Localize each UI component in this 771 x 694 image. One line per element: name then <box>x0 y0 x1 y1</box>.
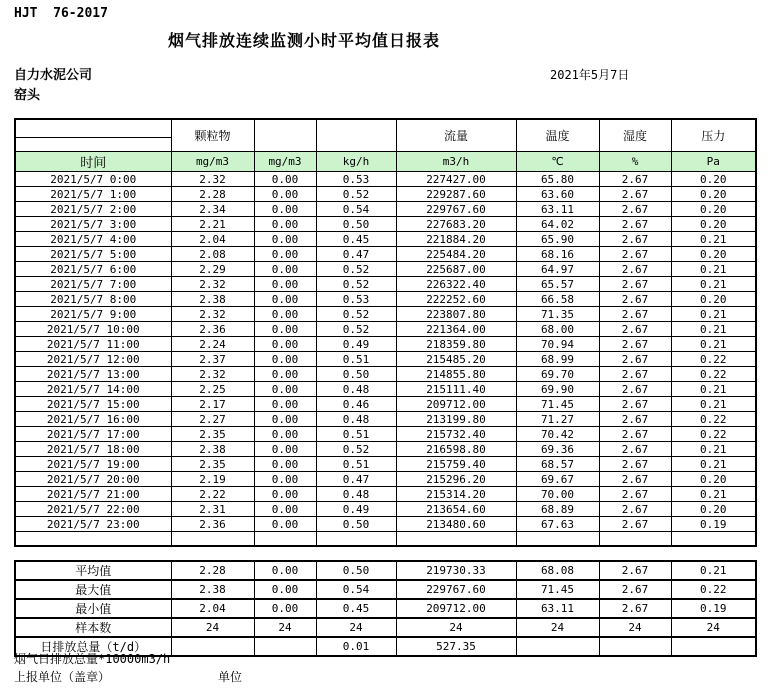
value-cell: 215314.20 <box>396 487 516 502</box>
value-cell: 71.27 <box>516 412 599 427</box>
value-cell: 65.80 <box>516 172 599 187</box>
value-cell: 0.52 <box>316 277 396 292</box>
value-cell: 0.47 <box>316 472 396 487</box>
time-cell: 2021/5/7 9:00 <box>15 307 171 322</box>
value-cell: 0.49 <box>316 502 396 517</box>
value-cell: 2.31 <box>171 502 254 517</box>
value-cell <box>671 637 756 656</box>
value-cell: 0.20 <box>671 202 756 217</box>
value-cell: 64.02 <box>516 217 599 232</box>
value-cell: 2.67 <box>599 307 671 322</box>
value-cell: 0.00 <box>254 561 316 580</box>
value-cell: 0.21 <box>671 322 756 337</box>
value-cell: 229287.60 <box>396 187 516 202</box>
value-cell: 70.00 <box>516 487 599 502</box>
table-row <box>15 442 756 457</box>
table-row <box>15 337 756 352</box>
time-cell: 2021/5/7 19:00 <box>15 457 171 472</box>
value-cell: 24 <box>254 618 316 637</box>
value-cell: 2.32 <box>171 172 254 187</box>
value-cell: 0.50 <box>316 367 396 382</box>
col-header-humidity: 湿度 <box>599 119 671 152</box>
value-cell: 2.67 <box>599 502 671 517</box>
value-cell: 69.36 <box>516 442 599 457</box>
value-cell: 0.00 <box>254 262 316 277</box>
time-cell: 2021/5/7 22:00 <box>15 502 171 517</box>
value-cell: 0.00 <box>254 172 316 187</box>
value-cell: 65.90 <box>516 232 599 247</box>
value-cell: 2.67 <box>599 292 671 307</box>
value-cell: 2.67 <box>599 322 671 337</box>
time-cell: 2021/5/7 1:00 <box>15 187 171 202</box>
table-row <box>15 472 756 487</box>
value-cell: 0.49 <box>316 337 396 352</box>
time-cell: 2021/5/7 8:00 <box>15 292 171 307</box>
value-cell: 221364.00 <box>396 322 516 337</box>
value-cell: 0.50 <box>316 561 396 580</box>
value-cell: 2.67 <box>599 599 671 618</box>
col-header-pressure: 压力 <box>671 119 756 152</box>
value-cell: 2.21 <box>171 217 254 232</box>
value-cell: 24 <box>671 618 756 637</box>
value-cell: 225484.20 <box>396 247 516 262</box>
time-cell: 2021/5/7 17:00 <box>15 427 171 442</box>
value-cell: 2.38 <box>171 442 254 457</box>
monitoring-point: 窑头 <box>14 88 41 103</box>
value-cell: 0.22 <box>671 580 756 599</box>
value-cell: 24 <box>316 618 396 637</box>
value-cell: 218359.80 <box>396 337 516 352</box>
value-cell: 213480.60 <box>396 517 516 532</box>
value-cell: 0.00 <box>254 232 316 247</box>
value-cell: 0.00 <box>254 337 316 352</box>
unit-cell: % <box>599 152 671 172</box>
value-cell: 0.46 <box>316 397 396 412</box>
value-cell: 2.67 <box>599 262 671 277</box>
value-cell: 215111.40 <box>396 382 516 397</box>
value-cell <box>171 637 254 656</box>
value-cell: 0.52 <box>316 262 396 277</box>
value-cell: 70.94 <box>516 337 599 352</box>
value-cell: 2.67 <box>599 457 671 472</box>
table-row <box>15 277 756 292</box>
value-cell: 2.32 <box>171 277 254 292</box>
value-cell: 209712.00 <box>396 599 516 618</box>
value-cell: 2.25 <box>171 382 254 397</box>
value-cell <box>254 637 316 656</box>
data-rows <box>15 172 756 532</box>
unit-cell: mg/m3 <box>254 152 316 172</box>
unit-cell: ℃ <box>516 152 599 172</box>
units-row <box>15 152 756 172</box>
value-cell: 2.37 <box>171 352 254 367</box>
value-cell: 63.60 <box>516 187 599 202</box>
value-cell: 2.38 <box>171 580 254 599</box>
value-cell: 0.20 <box>671 472 756 487</box>
value-cell: 0.45 <box>316 599 396 618</box>
table-row <box>15 202 756 217</box>
value-cell: 2.67 <box>599 382 671 397</box>
value-cell: 2.67 <box>599 427 671 442</box>
table-row <box>15 367 756 382</box>
value-cell: 2.67 <box>599 367 671 382</box>
value-cell: 71.45 <box>516 580 599 599</box>
value-cell: 0.48 <box>316 382 396 397</box>
value-cell: 0.21 <box>671 487 756 502</box>
value-cell: 0.00 <box>254 517 316 532</box>
value-cell: 2.29 <box>171 262 254 277</box>
unit-cell: Pa <box>671 152 756 172</box>
value-cell: 0.00 <box>254 502 316 517</box>
value-cell: 215759.40 <box>396 457 516 472</box>
table-row <box>15 502 756 517</box>
value-cell: 0.54 <box>316 202 396 217</box>
value-cell: 0.48 <box>316 412 396 427</box>
time-cell: 2021/5/7 6:00 <box>15 262 171 277</box>
table-row <box>15 397 756 412</box>
unit-cell: m3/h <box>396 152 516 172</box>
value-cell: 0.00 <box>254 367 316 382</box>
value-cell: 2.28 <box>171 561 254 580</box>
value-cell: 0.21 <box>671 382 756 397</box>
value-cell: 2.67 <box>599 442 671 457</box>
value-cell: 67.63 <box>516 517 599 532</box>
time-cell: 2021/5/7 3:00 <box>15 217 171 232</box>
value-cell: 2.67 <box>599 187 671 202</box>
table-row <box>15 172 756 187</box>
value-cell: 71.35 <box>516 307 599 322</box>
summary-label: 最小值 <box>15 599 171 618</box>
value-cell: 0.22 <box>671 427 756 442</box>
value-cell: 2.35 <box>171 427 254 442</box>
time-cell: 2021/5/7 12:00 <box>15 352 171 367</box>
time-cell: 2021/5/7 5:00 <box>15 247 171 262</box>
value-cell: 68.99 <box>516 352 599 367</box>
value-cell: 0.00 <box>254 187 316 202</box>
value-cell: 0.00 <box>254 247 316 262</box>
value-cell: 2.67 <box>599 232 671 247</box>
value-cell: 229767.60 <box>396 580 516 599</box>
value-cell <box>599 637 671 656</box>
value-cell: 0.21 <box>671 561 756 580</box>
value-cell: 63.11 <box>516 599 599 618</box>
value-cell: 527.35 <box>396 637 516 656</box>
table-row <box>15 262 756 277</box>
value-cell: 0.00 <box>254 599 316 618</box>
table-row <box>15 412 756 427</box>
value-cell: 0.21 <box>671 397 756 412</box>
value-cell: 0.20 <box>671 217 756 232</box>
value-cell: 215732.40 <box>396 427 516 442</box>
value-cell: 2.22 <box>171 487 254 502</box>
value-cell: 69.67 <box>516 472 599 487</box>
value-cell: 66.58 <box>516 292 599 307</box>
value-cell: 0.45 <box>316 232 396 247</box>
value-cell: 68.16 <box>516 247 599 262</box>
table-row <box>15 580 756 599</box>
table-row <box>15 307 756 322</box>
corner-cell-top <box>15 119 171 138</box>
time-cell: 2021/5/7 20:00 <box>15 472 171 487</box>
time-cell: 2021/5/7 0:00 <box>15 172 171 187</box>
value-cell: 222252.60 <box>396 292 516 307</box>
value-cell: 2.08 <box>171 247 254 262</box>
value-cell: 2.32 <box>171 307 254 322</box>
time-cell: 2021/5/7 23:00 <box>15 517 171 532</box>
table-row <box>15 352 756 367</box>
time-cell: 2021/5/7 16:00 <box>15 412 171 427</box>
value-cell: 70.42 <box>516 427 599 442</box>
blank-row <box>15 532 756 547</box>
value-cell: 69.90 <box>516 382 599 397</box>
time-cell: 2021/5/7 10:00 <box>15 322 171 337</box>
value-cell: 24 <box>396 618 516 637</box>
value-cell: 0.00 <box>254 412 316 427</box>
value-cell: 0.54 <box>316 580 396 599</box>
value-cell: 0.00 <box>254 292 316 307</box>
time-cell: 2021/5/7 21:00 <box>15 487 171 502</box>
value-cell: 215485.20 <box>396 352 516 367</box>
value-cell: 227683.20 <box>396 217 516 232</box>
value-cell: 213199.80 <box>396 412 516 427</box>
footer-line <box>14 668 243 685</box>
value-cell: 2.36 <box>171 322 254 337</box>
report-date: 2021年5月7日 <box>550 68 630 82</box>
value-cell: 69.70 <box>516 367 599 382</box>
value-cell: 0.21 <box>671 457 756 472</box>
value-cell: 0.00 <box>254 217 316 232</box>
value-cell: 68.00 <box>516 322 599 337</box>
value-cell: 2.04 <box>171 232 254 247</box>
value-cell: 221884.20 <box>396 232 516 247</box>
value-cell: 2.67 <box>599 202 671 217</box>
time-cell: 2021/5/7 14:00 <box>15 382 171 397</box>
value-cell: 2.28 <box>171 187 254 202</box>
value-cell: 2.67 <box>599 247 671 262</box>
unit-cell: mg/m3 <box>171 152 254 172</box>
summary-label: 样本数 <box>15 618 171 637</box>
unit-cell: kg/h <box>316 152 396 172</box>
col-header-temperature: 温度 <box>516 119 599 152</box>
value-cell: 0.21 <box>671 232 756 247</box>
table-row <box>15 561 756 580</box>
table-row <box>15 292 756 307</box>
value-cell: 0.51 <box>316 427 396 442</box>
value-cell: 2.67 <box>599 217 671 232</box>
unit-label: 单位 <box>218 670 243 684</box>
value-cell: 0.00 <box>254 277 316 292</box>
value-cell: 0.52 <box>316 307 396 322</box>
value-cell: 0.21 <box>671 337 756 352</box>
value-cell: 209712.00 <box>396 397 516 412</box>
value-cell: 223807.80 <box>396 307 516 322</box>
value-cell: 229767.60 <box>396 202 516 217</box>
value-cell: 2.17 <box>171 397 254 412</box>
summary-label: 日排放总量（t/d） <box>15 637 171 656</box>
value-cell: 2.67 <box>599 277 671 292</box>
value-cell: 0.51 <box>316 457 396 472</box>
value-cell: 24 <box>599 618 671 637</box>
col-header-blank-2 <box>316 119 396 152</box>
value-cell: 68.08 <box>516 561 599 580</box>
value-cell: 0.00 <box>254 442 316 457</box>
value-cell: 0.00 <box>254 472 316 487</box>
value-cell: 227427.00 <box>396 172 516 187</box>
header-row-top <box>15 119 756 138</box>
table-row <box>15 247 756 262</box>
value-cell: 2.67 <box>599 487 671 502</box>
value-cell: 0.50 <box>316 217 396 232</box>
company-name: 自力水泥公司 <box>14 68 93 83</box>
value-cell: 0.00 <box>254 322 316 337</box>
table-row <box>15 427 756 442</box>
summary-rows <box>15 561 756 656</box>
summary-label: 平均值 <box>15 561 171 580</box>
col-header-flow: 流量 <box>396 119 516 152</box>
value-cell: 0.00 <box>254 457 316 472</box>
value-cell: 216598.80 <box>396 442 516 457</box>
value-cell: 219730.33 <box>396 561 516 580</box>
table-row <box>15 232 756 247</box>
daily-total-note: 烟气日排放总量*10000m3/h <box>14 652 171 666</box>
col-header-particulate: 颗粒物 <box>171 119 254 152</box>
time-cell: 2021/5/7 2:00 <box>15 202 171 217</box>
value-cell: 0.52 <box>316 442 396 457</box>
time-cell: 2021/5/7 13:00 <box>15 367 171 382</box>
value-cell: 215296.20 <box>396 472 516 487</box>
table-row <box>15 217 756 232</box>
value-cell: 0.00 <box>254 580 316 599</box>
value-cell: 2.34 <box>171 202 254 217</box>
value-cell: 71.45 <box>516 397 599 412</box>
value-cell: 0.01 <box>316 637 396 656</box>
value-cell: 0.52 <box>316 187 396 202</box>
value-cell: 2.24 <box>171 337 254 352</box>
table-row <box>15 618 756 637</box>
time-cell: 2021/5/7 7:00 <box>15 277 171 292</box>
standard-number: HJT 76-2017 <box>14 6 108 21</box>
value-cell: 2.67 <box>599 561 671 580</box>
table-row <box>15 322 756 337</box>
time-cell: 2021/5/7 4:00 <box>15 232 171 247</box>
col-header-blank-1 <box>254 119 316 152</box>
table-row <box>15 599 756 618</box>
value-cell: 2.38 <box>171 292 254 307</box>
time-cell: 2021/5/7 15:00 <box>15 397 171 412</box>
page-title: 烟气排放连续监测小时平均值日报表 <box>168 31 441 50</box>
hourly-data-table <box>14 118 757 547</box>
value-cell: 68.57 <box>516 457 599 472</box>
value-cell: 0.20 <box>671 187 756 202</box>
value-cell: 0.22 <box>671 367 756 382</box>
value-cell: 0.22 <box>671 412 756 427</box>
value-cell: 0.20 <box>671 172 756 187</box>
value-cell: 0.47 <box>316 247 396 262</box>
table-row <box>15 382 756 397</box>
value-cell: 2.35 <box>171 457 254 472</box>
value-cell: 0.51 <box>316 352 396 367</box>
value-cell: 0.20 <box>671 292 756 307</box>
table-row <box>15 487 756 502</box>
value-cell: 0.53 <box>316 292 396 307</box>
value-cell: 0.00 <box>254 352 316 367</box>
report-unit-label: 上报单位（盖章） <box>14 670 111 684</box>
time-cell: 2021/5/7 11:00 <box>15 337 171 352</box>
value-cell: 2.67 <box>599 412 671 427</box>
value-cell: 0.20 <box>671 247 756 262</box>
value-cell: 0.20 <box>671 502 756 517</box>
value-cell: 24 <box>171 618 254 637</box>
value-cell: 68.89 <box>516 502 599 517</box>
value-cell: 0.52 <box>316 322 396 337</box>
value-cell: 0.00 <box>254 382 316 397</box>
table-row <box>15 457 756 472</box>
value-cell: 2.67 <box>599 472 671 487</box>
value-cell: 0.21 <box>671 442 756 457</box>
summary-table <box>14 560 757 657</box>
value-cell: 0.50 <box>316 517 396 532</box>
value-cell: 2.27 <box>171 412 254 427</box>
value-cell: 0.00 <box>254 307 316 322</box>
value-cell: 0.53 <box>316 172 396 187</box>
value-cell: 64.97 <box>516 262 599 277</box>
value-cell: 0.00 <box>254 397 316 412</box>
value-cell: 2.67 <box>599 352 671 367</box>
summary-label: 最大值 <box>15 580 171 599</box>
value-cell: 213654.60 <box>396 502 516 517</box>
value-cell: 0.22 <box>671 352 756 367</box>
value-cell: 0.00 <box>254 487 316 502</box>
table-row <box>15 187 756 202</box>
time-column-header: 时间 <box>15 152 171 172</box>
value-cell: 65.57 <box>516 277 599 292</box>
value-cell <box>516 637 599 656</box>
value-cell: 24 <box>516 618 599 637</box>
value-cell: 2.67 <box>599 337 671 352</box>
value-cell: 63.11 <box>516 202 599 217</box>
value-cell: 0.00 <box>254 427 316 442</box>
time-cell: 2021/5/7 18:00 <box>15 442 171 457</box>
value-cell: 2.36 <box>171 517 254 532</box>
value-cell: 0.00 <box>254 202 316 217</box>
value-cell: 226322.40 <box>396 277 516 292</box>
value-cell: 0.19 <box>671 517 756 532</box>
value-cell: 2.67 <box>599 397 671 412</box>
value-cell: 214855.80 <box>396 367 516 382</box>
value-cell: 225687.00 <box>396 262 516 277</box>
corner-cell-bottom <box>15 138 171 152</box>
value-cell: 2.67 <box>599 172 671 187</box>
value-cell: 2.67 <box>599 580 671 599</box>
value-cell: 0.48 <box>316 487 396 502</box>
value-cell: 0.21 <box>671 277 756 292</box>
table-row <box>15 517 756 532</box>
value-cell: 0.21 <box>671 307 756 322</box>
value-cell: 0.19 <box>671 599 756 618</box>
value-cell: 2.19 <box>171 472 254 487</box>
value-cell: 2.32 <box>171 367 254 382</box>
value-cell: 2.67 <box>599 517 671 532</box>
value-cell: 0.21 <box>671 262 756 277</box>
value-cell: 2.04 <box>171 599 254 618</box>
